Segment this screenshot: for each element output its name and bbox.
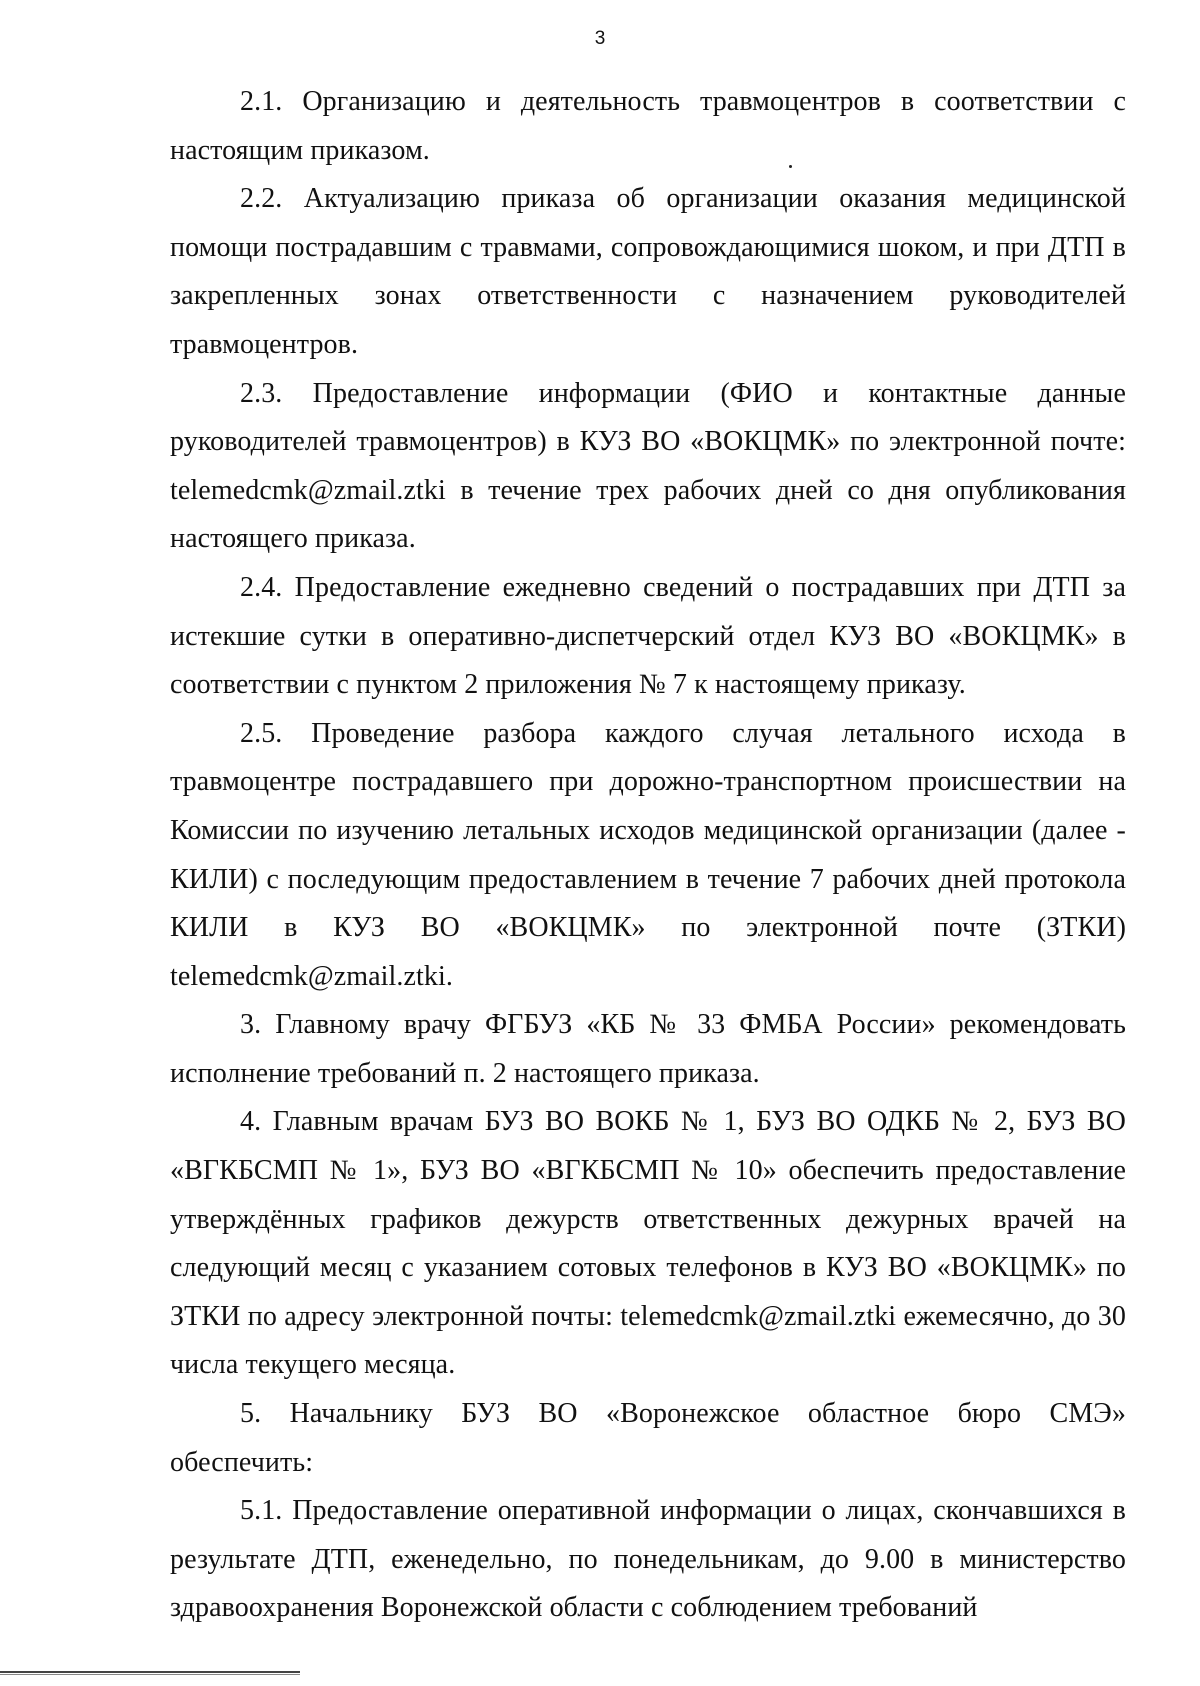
footer-rule (0, 1671, 300, 1673)
paragraph-2-3: 2.3. Предоставление информации (ФИО и контактные данные руководителей травмоцентров) в КУЗ ВО «ВОКЦМК» по электронной почте: telemedcmk@zmail.ztki в течение трех рабочих дней со дня опубликования настоящего приказа. (170, 377, 1126, 555)
paragraph-4: 4. Главным врачам БУЗ ВО ВОКБ № 1, БУЗ ВО ОДКБ № 2, БУЗ ВО «ВГКБСМП № 1», БУЗ ВО «ВГКБСМП № 10» обеспечить предоставление утверждённых графиков дежурств ответственных дежурных врачей на следующий месяц с указанием сотовых телефонов в КУЗ ВО «ВОКЦМК» по ЗТКИ по адресу электронной почты: telemedcmk@zmail.ztki ежемесячно, до 30 числа текущего месяца. (170, 1106, 1126, 1381)
page-number: 3 (594, 28, 606, 49)
paragraph-5-1: 5.1. Предоставление оперативной информации о лицах, скончавшихся в результате ДТП, еженедельно, по понедельникам, до 9.00 в министерство здравоохранения Воронежской области с соблюдением требований (170, 1495, 1126, 1624)
paragraph-2-2: 2.2. Актуализацию приказа об организации оказания медицинской помощи пострадавшим с травмами, сопровождающимися шоком, и при ДТП в закрепленных зонах ответственности с назначением руководителей травмоцентров. (170, 183, 1126, 360)
paragraph-2-1: 2.1. Организацию и деятельность травмоцентров в соответствии с настоящим приказом. (170, 86, 1126, 166)
paragraph-2-5: 2.5. Проведение разбора каждого случая летального исхода в травмоцентре пострадавшего при дорожно-транспортном происшествии на Комиссии по изучению летальных исходов медицинской организации (далее - КИЛИ) с последующим предоставлением в течение 7 рабочих дней протокола КИЛИ в КУЗ ВО «ВОКЦМК» по электронной почте (ЗТКИ) telemedcmk@zmail.ztki. (170, 717, 1126, 992)
paragraph-5: 5. Начальнику БУЗ ВО «Воронежское областное бюро СМЭ» обеспечить: (170, 1398, 1126, 1478)
paragraph-3: 3. Главному врачу ФГБУЗ «КБ № 33 ФМБА России» рекомендовать исполнение требований п. 2 настоящего приказа. (170, 1009, 1126, 1089)
document-body (170, 78, 1126, 1633)
paragraph-2-4: 2.4. Предоставление ежедневно сведений о пострадавших при ДТП за истекшие сутки в оперативно-диспетчерский отдел КУЗ ВО «ВОКЦМК» в соответствии с пунктом 2 приложения № 7 к настоящему приказу. (170, 571, 1126, 701)
